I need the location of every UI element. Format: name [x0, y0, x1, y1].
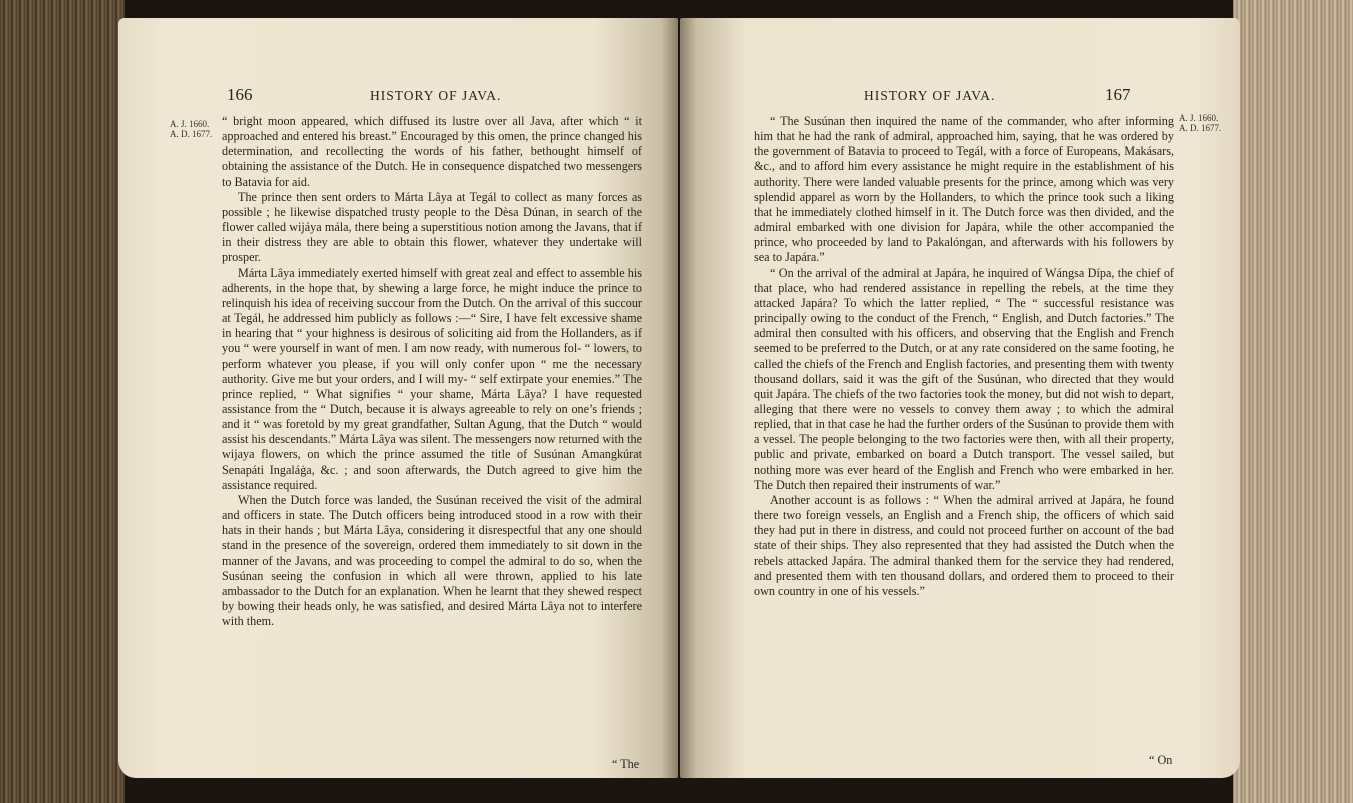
left-paragraph-2: The prince then sent orders to Márta Lâya at Tegál to collect as many forces as possible ; he likewise dispatched trusty people to the Dèsa Dúnan, in search of the flower called wijáya mála, there being a superstitious notion among the Javans, that if in their distress they are able to obtain this flower, whatever they undertake will prosper.: [222, 189, 642, 265]
right-page: [680, 18, 1240, 778]
left-paragraph-4: When the Dutch force was landed, the Susúnan received the visit of the admiral and officers in state. The Dutch officers being introduced stood in a row with their hats in their hands ; but Márta Lâya, considering it disrespectful that any one should stand in the presence of the sovereign, ordered them immediately to sit down in the manner of the Javans, and was proceeding to compel the admiral to do so, when the Susúnan seeing the confusion in which all were thrown, applied to his late ambassador to the Dutch for an explanation. When he learnt that they shewed respect by bowing their heads only, he was satisfied, and desired Márta Lâya not to interfere with them.: [222, 492, 642, 629]
right-paragraph-2: “ On the arrival of the admiral at Japára, he inquired of Wángsa Dípa, the chief of that place, who had rendered assistance in repelling the rebels, at the time they attacked Japára? To which the latter replied, “ The “ successful resistance was principally owing to the conduct of the French, “ English, and Dutch factories.” The admiral then consulted with his officers, and observing that the English and French seemed to be preferred to the Dutch, or at any rate considered on the same footing, he called the chiefs of the French and English factories, and presenting them with twenty thousand dollars, said it was the gift of the Susúnan, who directed that they would quit Japára. The chiefs of the two factories took the money, but did not wish to depart, alleging that there were no vessels to convey them away ; to which the admiral replied, that in that case he had the further orders of the Susúnan to provide them with a vessel. The people belonging to the two factories were then, with all their property, public and private, embarked on board a Dutch transport. The vessel sailed, but nothing more was ever heard of the English and French who were embarked in her. The Dutch then repaired their instruments of war.”: [754, 265, 1174, 492]
left-page-number: 166: [227, 85, 253, 104]
right-page-number: 167: [1105, 85, 1131, 104]
left-side-note-aj: A. J. 1660.: [170, 119, 210, 129]
right-running-head: HISTORY OF JAVA.: [864, 88, 996, 103]
right-paragraph-1: “ The Susúnan then inquired the name of the commander, who after informing him that he had the rank of admiral, approached him, saying, that he was ordered by the government of Batavia to proceed to Tegál, with a force of Europeans, Makásars, &c., and to afford him every assistance he might require in the establishment of his authority. There were landed valuable presents for the prince, among which was very splendid apparel as worn by the Hollanders, to which the prince took such a liking that he immediately clothed himself in it. The Dutch force was then divided, and the admiral embarked with one division for Japára, while the other accompanied the prince, who proceeded by land to Pakalóngan, and afterwards with his followers by sea to Japára.”: [754, 114, 1174, 265]
left-page: [118, 18, 678, 778]
right-side-note-aj: A. J. 1660.: [1179, 113, 1219, 123]
left-text-block: [222, 114, 642, 629]
left-catchword: “ The: [612, 757, 640, 771]
left-side-note-ad: A. D. 1677.: [170, 129, 213, 139]
left-paragraph-1: “ bright moon appeared, which diffused its lustre over all Java, after which “ it approached and entered his breast.” Encouraged by this omen, the prince changed his determination, and recollecting the words of his father, bethought himself of obtaining the assistance of the Dutch. He in consequence dispatched two messengers to Batavia for aid.: [222, 114, 642, 189]
left-running-head: HISTORY OF JAVA.: [370, 88, 502, 103]
right-paragraph-3: Another account is as follows : “ When the admiral arrived at Japára, he found there two foreign vessels, an English and a French ship, the officers of which said they had put in there in distress, and could not proceed further on account of the bad state of their ships. They also represented that they had assisted the Dutch when the rebels attacked Japára. The admiral thanked them for the service they had rendered, and presented them with ten thousand dollars, and ordered them to proceed to their own country in one of his vessels.”: [754, 492, 1174, 598]
right-side-note-ad: A. D. 1677.: [1179, 123, 1222, 133]
right-text-block: [754, 114, 1174, 599]
right-catchword: “ On: [1149, 753, 1173, 767]
left-page-edges: [0, 0, 125, 803]
left-paragraph-3: Márta Lâya immediately exerted himself with great zeal and effect to assemble his adherents, in the hope that, by shewing a large force, he might induce the prince to relinquish his idea of receiving succour from the Dutch. On the arrival of this succour at Tegál, he addressed him publicly as follows :—“ Sire, I have felt excessive shame in hearing that “ your highness is desirous of soliciting aid from the Hollanders, as if you “ were yourself in want of men. I am now ready, with numerous fol- “ lowers, to perform whatever you please, if you will only confer upon “ me the necessary authority. Give me but your orders, and I will my- “ self extirpate your enemies.” The prince replied, “ What signifies “ your shame, Márta Lâya? I have requested assistance from the “ Dutch, because it is always agreeable to rely on one’s friends ; and it “ was foretold by my great grandfather, Sultan Agung, that the Dutch “ would assist his descendants.” Márta Lâya was silent. The messengers now returned with the wijaya flowers, on which the prince assumed the title of Susúnan Amangkúrat Senapáti Ingaláġa, &c. ; and soon afterwards, the Dutch agreed to give him the assistance required.: [222, 265, 642, 492]
right-page-edges: [1233, 0, 1353, 803]
